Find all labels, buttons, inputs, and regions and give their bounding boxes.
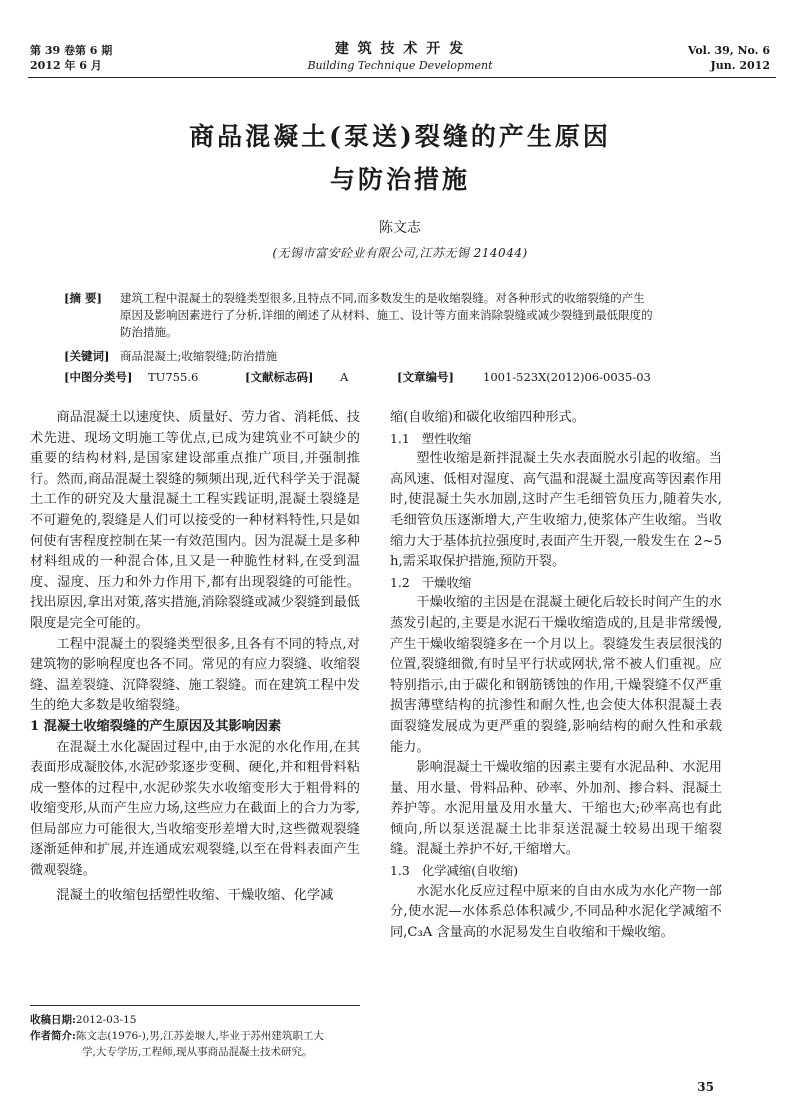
section-1-2-paragraph-2: 影响混凝土干燥收缩的因素主要有水泥品种、水泥用量、用水量、骨料品种、砂率、外加剂、掺合料、混凝土养护等。水泥用量及用水量大、干缩也大;砂率高也有此倾向,所以泵送混凝土比非泵送混凝土较易出现干缩裂缝。混凝土养护不好,干缩增大。 (390, 760, 722, 858)
keywords-label: [关键词] (64, 349, 110, 363)
abstract-line-3: 防治措施。 (120, 325, 178, 339)
author-bio-line-2: 学,大专学历,工程师,现从事商品混凝土技术研究。 (82, 1046, 313, 1058)
author-bio-line-1: 作者简介:陈文志(1976-),男,江苏姜堰人,毕业于苏州建筑职工大 (30, 1030, 324, 1042)
author-name: 陈文志 (379, 220, 421, 236)
footnote-rule (30, 1005, 360, 1006)
article-id-label: [文章编号] (397, 370, 454, 384)
issue-cn: 第 39 卷第 6 期 (30, 44, 113, 57)
section-1-2-heading: 1.2 干燥收缩 (390, 574, 472, 590)
doc-code: A (340, 370, 349, 384)
article-id: 1001-523X(2012)06-0035-03 (483, 370, 651, 384)
journal-title-en: Building Technique Development (307, 59, 493, 72)
received-date: 收稿日期:2012-03-15 (30, 1014, 137, 1026)
section-1-paragraph-1: 在混凝土水化凝固过程中,由于水泥的水化作用,在其表面形成凝胶体,水泥砂浆逐步变稠、硬化,并和粗骨料粘成一整体的过程中,水泥砂浆失水收缩变形大于粗骨料的收缩变形,从而产生应力场,这些应力在截面上的合力为零,但局部应力可能很大,当收缩变形差增大时,这些微观裂缝逐渐延伸和扩展,并连通成宏观裂缝,以至在骨料表面产生微观裂缝。 (30, 739, 360, 879)
abstract-line-1: 建筑工程中混凝土的裂缝类型很多,且特点不同,而多数发生的是收缩裂缝。对各种形式的收缩裂缝的产生 (120, 291, 645, 305)
left-column (30, 408, 360, 906)
keywords: 商品混凝土;收缩裂缝;防治措施 (120, 349, 278, 363)
clc-label: [中图分类号] (64, 370, 133, 384)
date-en: Jun. 2012 (710, 59, 770, 72)
section-1-1-heading: 1.1 塑性收缩 (390, 430, 472, 446)
section-1-1-paragraph: 塑性收缩是新拌混凝土失水表面脱水引起的收缩。当高风速、低相对湿度、高气温和混凝土温度高等因素作用时,使混凝土失水加剧,这时产生毛细管负压力,随着失水,毛细管负压逐渐增大,产生收缩力,使浆体产生收缩。当收缩力大于基体抗拉强度时,表面产生开裂,一般发生在 2~5 h,需采取保护措施,预防开裂。 (390, 451, 722, 570)
abstract-label: [摘 要] (64, 291, 102, 305)
clc-number: TU755.6 (148, 370, 199, 384)
article-title-line2: 与防治措施 (329, 165, 470, 194)
intro-paragraph-2: 工程中混凝土的裂缝类型很多,且各有不同的特点,对建筑物的影响程度也各不同。常见的有应力裂缝、收缩裂缝、温差裂缝、沉降裂缝、施工裂缝。而在建筑工程中发生的绝大多数是收缩裂缝。 (30, 636, 360, 714)
issue-en: Vol. 39, No. 6 (687, 44, 770, 57)
affiliation: (无锡市富安砼业有限公司,江苏无锡 214044) (272, 246, 528, 260)
section-1-paragraph-2: 混凝土的收缩包括塑性收缩、干燥收缩、化学减 (56, 887, 334, 903)
page-number: 35 (697, 1080, 714, 1094)
article-title-line1: 商品混凝土(泵送)裂缝的产生原因 (189, 122, 611, 151)
right-column (390, 408, 722, 943)
section-1-heading: 1 混凝土收缩裂缝的产生原因及其影响因素 (30, 718, 282, 734)
intro-paragraph-1: 商品混凝土以速度快、质量好、劳力省、消耗低、技术先进、现场文明施工等优点,已成为建筑业不可缺少的重要的结构材料,是国家建设部重点推广项目,并强制推行。然而,商品混凝土裂缝的频频出现,近代科学关于混凝土工作的研究及大量混凝土工程实践证明,混凝土裂缝是不可避免的,裂缝是人们可以接受的一种材料特性,只是如何使有害程度控制在某一有效范围内。因为混凝土是多种材料组成的一种混合体,且又是一种脆性材料,在受到温度、湿度、压力和外力作用下,都有出现裂缝的可能性。找出原因,拿出对策,落实措施,消除裂缝或减少裂缝到最低限度是完全可能的。 (30, 410, 360, 631)
continued-paragraph: 缩(自收缩)和碳化收缩四种形式。 (390, 410, 585, 425)
header-rule (28, 77, 776, 78)
section-1-2-paragraph-1: 干燥收缩的主因是在混凝土硬化后较长时间产生的水蒸发引起的,主要是水泥石干燥收缩造成的,且是非常缓慢,产生干燥收缩裂缝多在一个月以上。裂缝发生表层很浅的位置,裂缝细微,有时呈平行状或网状,常不被人们重视。应特别指示,由于碳化和钢筋锈蚀的作用,干燥裂缝不仅严重损害薄壁结构的抗渗性和耐久性,也会使大体积混凝土表面裂缝发展成为更严重的裂缝,影响结构的耐久性和承载能力。 (390, 595, 722, 755)
section-1-3-heading: 1.3 化学减缩(自收缩) (390, 863, 519, 879)
date-cn: 2012 年 6 月 (30, 59, 102, 72)
journal-title-cn: 建 筑 技 术 开 发 (334, 41, 466, 57)
abstract-line-2: 原因及影响因素进行了分析,详细的阐述了从材料、施工、设计等方面来消除裂缝或减少裂缝到最低限度的 (120, 308, 653, 322)
section-1-3-paragraph: 水泥水化反应过程中原来的自由水成为水化产物一部分,使水泥—水体系总体积减少,不同品种水泥化学减缩不同,C₃A 含量高的水泥易发生自收缩和干燥收缩。 (390, 883, 722, 940)
doc-code-label: [文献标志码] (245, 370, 314, 384)
footnote (30, 1012, 360, 1060)
